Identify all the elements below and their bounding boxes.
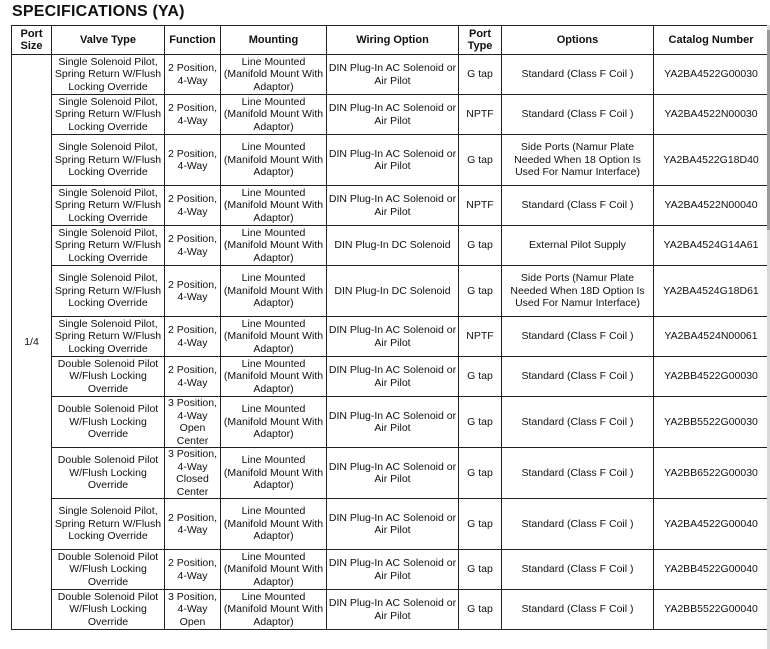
- specifications-table-container[interactable]: [11, 25, 768, 649]
- cell-options: Side Ports (Namur Plate Needed When 18D Option Is Used For Namur Interface): [502, 266, 654, 317]
- cell-function: 3 Position, 4-Way Open Center: [165, 397, 221, 448]
- cell-catalog-number: YA2BB5522G00040: [654, 590, 769, 630]
- cell-mounting: Line Mounted (Manifold Mount With Adaptor): [221, 95, 327, 135]
- table-row: [12, 135, 769, 186]
- cell-options: Standard (Class F Coil ): [502, 95, 654, 135]
- cell-function: 2 Position, 4-Way: [165, 186, 221, 226]
- cell-wiring-option: DIN Plug-In AC Solenoid or Air Pilot: [327, 448, 459, 499]
- cell-valve-type: Single Solenoid Pilot, Spring Return W/Flush Locking Override: [52, 186, 165, 226]
- table-row: [12, 550, 769, 590]
- cell-wiring-option: DIN Plug-In DC Solenoid: [327, 226, 459, 266]
- cell-mounting: Line Mounted (Manifold Mount With Adaptor): [221, 55, 327, 95]
- cell-catalog-number: YA2BB4522G00040: [654, 550, 769, 590]
- cell-mounting: Line Mounted (Manifold Mount With Adaptor): [221, 317, 327, 357]
- cell-function: 2 Position, 4-Way: [165, 55, 221, 95]
- cell-catalog-number: YA2BA4524G14A61: [654, 226, 769, 266]
- cell-function: 2 Position, 4-Way: [165, 550, 221, 590]
- page-title: SPECIFICATIONS (YA): [12, 3, 185, 20]
- cell-catalog-number: YA2BA4522N00030: [654, 95, 769, 135]
- cell-port-type: G tap: [459, 550, 502, 590]
- table-row: [12, 397, 769, 448]
- cell-catalog-number: YA2BA4522N00040: [654, 186, 769, 226]
- header-valve-type: Valve Type: [52, 26, 165, 55]
- cell-catalog-number: YA2BB5522G00030: [654, 397, 769, 448]
- cell-wiring-option: DIN Plug-In DC Solenoid: [327, 266, 459, 317]
- cell-port-type: NPTF: [459, 186, 502, 226]
- cell-catalog-number: YA2BB6522G00030: [654, 448, 769, 499]
- cell-valve-type: Single Solenoid Pilot, Spring Return W/Flush Locking Override: [52, 317, 165, 357]
- cell-catalog-number: YA2BA4522G18D40: [654, 135, 769, 186]
- cell-valve-type: Double Solenoid Pilot W/Flush Locking Override: [52, 357, 165, 397]
- cell-mounting: Line Mounted (Manifold Mount With Adaptor): [221, 448, 327, 499]
- cell-function: 2 Position, 4-Way: [165, 226, 221, 266]
- cell-function: 2 Position, 4-Way: [165, 317, 221, 357]
- cell-wiring-option: DIN Plug-In AC Solenoid or Air Pilot: [327, 317, 459, 357]
- table-row: [12, 499, 769, 550]
- cell-catalog-number: YA2BB4522G00030: [654, 357, 769, 397]
- cell-mounting: Line Mounted (Manifold Mount With Adaptor): [221, 266, 327, 317]
- cell-port-type: NPTF: [459, 95, 502, 135]
- cell-valve-type: Double Solenoid Pilot W/Flush Locking Override: [52, 448, 165, 499]
- header-row: [12, 26, 769, 55]
- cell-wiring-option: DIN Plug-In AC Solenoid or Air Pilot: [327, 95, 459, 135]
- cell-mounting: Line Mounted (Manifold Mount With Adaptor): [221, 499, 327, 550]
- header-catalog-number: Catalog Number: [654, 26, 769, 55]
- cell-options: Standard (Class F Coil ): [502, 550, 654, 590]
- cell-options: External Pilot Supply: [502, 226, 654, 266]
- cell-wiring-option: DIN Plug-In AC Solenoid or Air Pilot: [327, 397, 459, 448]
- cell-valve-type: Single Solenoid Pilot, Spring Return W/Flush Locking Override: [52, 135, 165, 186]
- cell-function: 2 Position, 4-Way: [165, 266, 221, 317]
- header-function: Function: [165, 26, 221, 55]
- cell-mounting: Line Mounted (Manifold Mount With Adaptor): [221, 135, 327, 186]
- cell-wiring-option: DIN Plug-In AC Solenoid or Air Pilot: [327, 590, 459, 630]
- cell-port-size: 1/4: [12, 55, 52, 630]
- header-port-type: Port Type: [459, 26, 502, 55]
- cell-options: Standard (Class F Coil ): [502, 590, 654, 630]
- cell-options: Standard (Class F Coil ): [502, 448, 654, 499]
- cell-mounting: Line Mounted (Manifold Mount With Adaptor): [221, 226, 327, 266]
- cell-port-type: G tap: [459, 357, 502, 397]
- header-port-size: Port Size: [12, 26, 52, 55]
- cell-mounting: Line Mounted (Manifold Mount With Adaptor): [221, 590, 327, 630]
- cell-port-type: G tap: [459, 397, 502, 448]
- cell-valve-type: Single Solenoid Pilot, Spring Return W/Flush Locking Override: [52, 95, 165, 135]
- cell-options: Standard (Class F Coil ): [502, 317, 654, 357]
- cell-wiring-option: DIN Plug-In AC Solenoid or Air Pilot: [327, 357, 459, 397]
- cell-catalog-number: YA2BA4524G18D61: [654, 266, 769, 317]
- table-row: [12, 55, 769, 95]
- cell-valve-type: Single Solenoid Pilot, Spring Return W/Flush Locking Override: [52, 499, 165, 550]
- table-row: [12, 357, 769, 397]
- cell-valve-type: Single Solenoid Pilot, Spring Return W/Flush Locking Override: [52, 266, 165, 317]
- table-row: [12, 317, 769, 357]
- table-row: [12, 186, 769, 226]
- cell-wiring-option: DIN Plug-In AC Solenoid or Air Pilot: [327, 135, 459, 186]
- cell-function: 2 Position, 4-Way: [165, 95, 221, 135]
- table-row: [12, 226, 769, 266]
- cell-port-type: G tap: [459, 266, 502, 317]
- cell-mounting: Line Mounted (Manifold Mount With Adaptor): [221, 397, 327, 448]
- header-wiring-option: Wiring Option: [327, 26, 459, 55]
- cell-function: 3 Position, 4-Way Open: [165, 590, 221, 630]
- table-row: [12, 266, 769, 317]
- cell-catalog-number: YA2BA4522G00040: [654, 499, 769, 550]
- cell-valve-type: Double Solenoid Pilot W/Flush Locking Override: [52, 397, 165, 448]
- cell-valve-type: Double Solenoid Pilot W/Flush Locking Override: [52, 590, 165, 630]
- table-row: [12, 448, 769, 499]
- cell-options: Standard (Class F Coil ): [502, 357, 654, 397]
- cell-wiring-option: DIN Plug-In AC Solenoid or Air Pilot: [327, 550, 459, 590]
- table-row: [12, 590, 769, 630]
- cell-port-type: G tap: [459, 55, 502, 95]
- cell-catalog-number: YA2BA4524N00061: [654, 317, 769, 357]
- cell-function: 3 Position, 4-Way Closed Center: [165, 448, 221, 499]
- cell-function: 2 Position, 4-Way: [165, 357, 221, 397]
- cell-port-type: G tap: [459, 448, 502, 499]
- cell-wiring-option: DIN Plug-In AC Solenoid or Air Pilot: [327, 186, 459, 226]
- cell-function: 2 Position, 4-Way: [165, 499, 221, 550]
- cell-valve-type: Double Solenoid Pilot W/Flush Locking Override: [52, 550, 165, 590]
- header-options: Options: [502, 26, 654, 55]
- cell-options: Standard (Class F Coil ): [502, 186, 654, 226]
- cell-port-type: G tap: [459, 499, 502, 550]
- cell-valve-type: Single Solenoid Pilot, Spring Return W/Flush Locking Override: [52, 55, 165, 95]
- table-row: [12, 95, 769, 135]
- cell-options: Standard (Class F Coil ): [502, 397, 654, 448]
- cell-function: 2 Position, 4-Way: [165, 135, 221, 186]
- cell-options: Standard (Class F Coil ): [502, 55, 654, 95]
- cell-port-type: G tap: [459, 135, 502, 186]
- cell-wiring-option: DIN Plug-In AC Solenoid or Air Pilot: [327, 499, 459, 550]
- cell-port-type: NPTF: [459, 317, 502, 357]
- cell-valve-type: Single Solenoid Pilot, Spring Return W/Flush Locking Override: [52, 226, 165, 266]
- cell-wiring-option: DIN Plug-In AC Solenoid or Air Pilot: [327, 55, 459, 95]
- table-body: [12, 55, 769, 630]
- cell-options: Standard (Class F Coil ): [502, 499, 654, 550]
- cell-mounting: Line Mounted (Manifold Mount With Adaptor): [221, 550, 327, 590]
- specifications-table: [11, 25, 768, 630]
- cell-port-type: G tap: [459, 590, 502, 630]
- cell-mounting: Line Mounted (Manifold Mount With Adaptor): [221, 186, 327, 226]
- cell-options: Side Ports (Namur Plate Needed When 18 Option Is Used For Namur Interface): [502, 135, 654, 186]
- header-mounting: Mounting: [221, 26, 327, 55]
- cell-catalog-number: YA2BA4522G00030: [654, 55, 769, 95]
- cell-mounting: Line Mounted (Manifold Mount With Adaptor): [221, 357, 327, 397]
- cell-port-type: G tap: [459, 226, 502, 266]
